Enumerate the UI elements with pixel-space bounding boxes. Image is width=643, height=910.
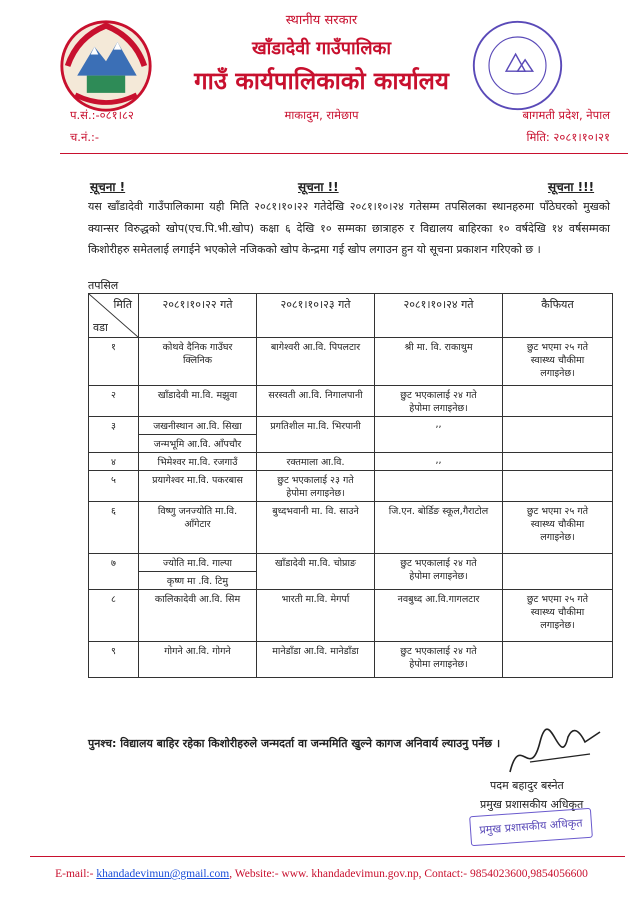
- province: बागमती प्रदेश, नेपाल: [522, 108, 610, 122]
- footer-website-contact: , Website:- www. khandadevimun.gov.np, Contact:- 9854023600,9854056600: [229, 868, 588, 880]
- notice-heading-center: सूचना !!: [298, 180, 339, 194]
- cell-remarks-line: स्वास्थ्य चौकीमा: [530, 355, 585, 366]
- cell-day-1-line: विष्णु जनज्योति मा.वि.: [157, 506, 238, 517]
- cell-day-1: [139, 590, 257, 642]
- signer-name: पदम बहादुर बस्नेत: [490, 779, 564, 792]
- signer-title: प्रमुख प्रशासकीय अधिकृत: [480, 798, 584, 811]
- cell-remarks-line: लगाइनेछ।: [540, 620, 575, 631]
- header-miti: मिति: [113, 298, 132, 311]
- vaccination-schedule-table: [88, 293, 613, 678]
- email-link[interactable]: khandadevimun@gmail.com: [96, 868, 230, 880]
- cell-remarks: [503, 386, 613, 417]
- cell-day-3-line: हेपोमा लगाइनेछ।: [409, 403, 468, 414]
- table-row: [89, 417, 613, 453]
- cell-ward: ९: [89, 642, 139, 678]
- cell-day-2-line: हेपोमा लगाइनेछ।: [286, 488, 345, 499]
- cell-day-3-line: छुट भएकालाई २४ गते: [400, 390, 477, 401]
- cell-remarks-line: छुट भएमा २५ गते: [526, 342, 589, 353]
- cell-remarks: [503, 453, 613, 471]
- cell-remarks: [503, 590, 613, 642]
- table-row: [89, 453, 613, 471]
- cell-day-2: [257, 338, 375, 386]
- cell-day-1-line: गोगने आ.वि. गोगने: [164, 646, 231, 657]
- table-row: [89, 502, 613, 554]
- notice-heading-left: सूचना !: [90, 180, 126, 194]
- cell-day-2: [257, 386, 375, 417]
- postscript: पुनश्च: विद्यालय बाहिर रहेका किशोरीहरुले जन्मदर्ता वा जन्ममिति खुल्ने कागज अनिवार्य ल्याउनु पर्नेछ ।: [88, 737, 501, 750]
- cell-remarks-line: छुट भएमा २५ गते: [526, 594, 589, 605]
- cell-remarks: [503, 417, 613, 453]
- municipality-name: खाँडादेवी गाउँपालिका: [251, 38, 392, 59]
- cell-remarks: [503, 642, 613, 678]
- cell-day-1: [139, 502, 257, 554]
- header-divider: [60, 153, 628, 154]
- government-line: स्थानीय सरकार: [285, 13, 358, 28]
- office-address: माकादुम, रामेछाप: [284, 108, 359, 122]
- chalani-number: च.नं.:-: [70, 130, 100, 144]
- header-date-ward-cell: [89, 294, 139, 338]
- table-header-row: [89, 294, 613, 338]
- cell-day-3-line: हेपोमा लगाइनेछ।: [409, 571, 468, 582]
- cell-remarks: [503, 502, 613, 554]
- cell-day-3: [375, 554, 503, 590]
- cell-day-1-subentry: कृष्ण मा .वि. टिमु: [139, 571, 256, 587]
- cell-day-3-line: हेपोमा लगाइनेछ।: [409, 659, 468, 670]
- cell-remarks-line: स्वास्थ्य चौकीमा: [530, 519, 585, 530]
- cell-day-2: [257, 417, 375, 453]
- cell-day-1: [139, 386, 257, 417]
- cell-day-3: [375, 338, 503, 386]
- cell-remarks-line: स्वास्थ्य चौकीमा: [530, 607, 585, 618]
- cell-remarks-line: छुट भएमा २५ गते: [526, 506, 589, 517]
- cell-remarks-line: लगाइनेछ।: [540, 532, 575, 543]
- cell-day-2: [257, 590, 375, 642]
- cell-day-1: [139, 453, 257, 471]
- cell-day-2-line: मानेडाँडा आ.वि. मानेडाँडा: [272, 646, 359, 657]
- cell-day-3: [375, 590, 503, 642]
- cell-day-2: [257, 554, 375, 590]
- cell-day-1-line: आँगेटार: [184, 519, 211, 530]
- cell-day-3-line: ,,: [435, 419, 442, 430]
- cell-day-1-line: प्रयागेश्वर मा.वि. पकरबास: [152, 475, 243, 486]
- header-day-2: २०८१।१०।२३ गते: [257, 294, 375, 338]
- cell-day-1-line: भिमेश्वर मा.वि. रजगाउँ: [157, 457, 238, 468]
- cell-day-1-line: जखनीस्थान आ.वि. सिखा: [153, 421, 242, 432]
- header-day-1: २०८१।१०।२२ गते: [139, 294, 257, 338]
- cell-day-2-line: बुध्दभवानी मा. वि. साउने: [272, 506, 359, 517]
- notice-heading-right: सूचना !!!: [548, 180, 595, 194]
- cell-day-3: [375, 417, 503, 453]
- cell-day-3-line: छुट भएकालाई २४ गते: [400, 646, 477, 657]
- table-row: [89, 642, 613, 678]
- cell-day-2-line: रक्तमाला आ.वि.: [286, 457, 345, 468]
- cell-day-1-line: खाँडादेवी मा.वि. मझुवा: [157, 390, 238, 401]
- cell-day-3: [375, 453, 503, 471]
- letter-date: मिति: २०८१।१०।२१: [526, 130, 610, 144]
- cell-day-2-line: छुट भएकालाई २३ गते: [277, 475, 354, 486]
- table-row: [89, 338, 613, 386]
- cell-ward: ५: [89, 471, 139, 502]
- header-remarks: कैफियत: [503, 294, 613, 338]
- cell-day-1-line: ज्योति मा.वि. गाल्पा: [163, 558, 232, 569]
- footer-contact: [0, 868, 643, 880]
- cell-day-1: [139, 471, 257, 502]
- cell-day-3-line: श्री मा. वि. राकाथुम: [404, 342, 473, 353]
- cell-remarks-line: लगाइनेछ।: [540, 368, 575, 379]
- email-label: E-mail:-: [55, 868, 97, 880]
- cell-day-3-line: नवबुध्द आ.वि.गागलटार: [397, 594, 480, 605]
- cell-day-2: [257, 502, 375, 554]
- cell-ward: ७: [89, 554, 139, 590]
- cell-day-1-line: कालिकादेवी आ.वि. सिम: [154, 594, 241, 605]
- table-caption: तपसिल: [88, 279, 119, 292]
- table-row: [89, 590, 613, 642]
- cell-day-2-line: प्रगतिशील मा.वि. भिरपानी: [270, 421, 361, 432]
- header-wada: वडा: [93, 321, 108, 334]
- cell-day-3: [375, 386, 503, 417]
- cell-day-1-line: कोथवे दैनिक गाउँघर: [162, 342, 233, 353]
- cell-day-2: [257, 453, 375, 471]
- cell-day-3-line: छुट भएकालाई २४ गते: [400, 558, 477, 569]
- table-body: [89, 338, 613, 678]
- table-row: [89, 471, 613, 502]
- cell-day-1-subentry: जन्मभूमि आ.वि. आँपचौर: [139, 434, 256, 450]
- footer-divider: [30, 856, 625, 857]
- cell-remarks: [503, 338, 613, 386]
- cell-ward: ४: [89, 453, 139, 471]
- cell-day-2: [257, 471, 375, 502]
- cell-day-2-line: सरस्वती आ.वि. निगालपानी: [268, 390, 363, 401]
- header-day-3: २०८१।१०।२४ गते: [375, 294, 503, 338]
- cell-day-3: [375, 502, 503, 554]
- cell-day-1: [139, 417, 257, 453]
- cell-day-1: [139, 642, 257, 678]
- cell-day-2-line: भारती मा.वि. मेगर्पा: [281, 594, 350, 605]
- cell-day-3: [375, 642, 503, 678]
- cell-day-1-line: क्लिनिक: [182, 355, 213, 366]
- cell-remarks: [503, 471, 613, 502]
- patra-sankhya: प.सं.:-०८१।८२: [70, 108, 134, 122]
- table-row: [89, 386, 613, 417]
- cell-day-3-line: ,,: [435, 455, 442, 466]
- office-name: गाउँ कार्यपालिकाको कार्यालय: [194, 67, 449, 95]
- cell-ward: २: [89, 386, 139, 417]
- cell-ward: ३: [89, 417, 139, 453]
- cell-ward: ८: [89, 590, 139, 642]
- table-row: [89, 554, 613, 590]
- cell-day-2-line: खाँडादेवी मा.वि. चोप्राङ: [275, 558, 356, 569]
- designation-stamp: प्रमुख प्रशासकीय अधिकृत: [469, 808, 593, 846]
- cell-day-2-line: बागेश्वरी आ.वि. पिपलटार: [270, 342, 361, 353]
- cell-day-3-line: जि.एन. बोर्डिङ स्कूल,गैराटोल: [388, 506, 489, 517]
- cell-day-2: [257, 642, 375, 678]
- cell-day-3: [375, 471, 503, 502]
- cell-ward: ६: [89, 502, 139, 554]
- cell-remarks: [503, 554, 613, 590]
- cell-day-1: [139, 338, 257, 386]
- cell-ward: १: [89, 338, 139, 386]
- cell-day-1: [139, 554, 257, 590]
- notice-body: यस खाँडादेवी गाउँपालिकामा यही मिति २०८१।१०।२२ गतेदेखि २०८१।१०।२४ गतेसम्म तपसिलका स्थानहरुमा पाँठेघरको मुखको क्यान्सर विरुद्धको खोप(एच.पि.भी.खोप) कक्षा ६ देखि १० सम्मका छात्राहरु र विद्यालय बाहिरका १० वर्षदेखि १४ वर्षसम्मका किशोरीहरु समेतलाई लगाईने भएकोले नजिकको खोप केन्द्रमा गई खोप लगाउन हुन यो सूचना प्रकाशन गरिएको छ ।: [88, 200, 610, 256]
